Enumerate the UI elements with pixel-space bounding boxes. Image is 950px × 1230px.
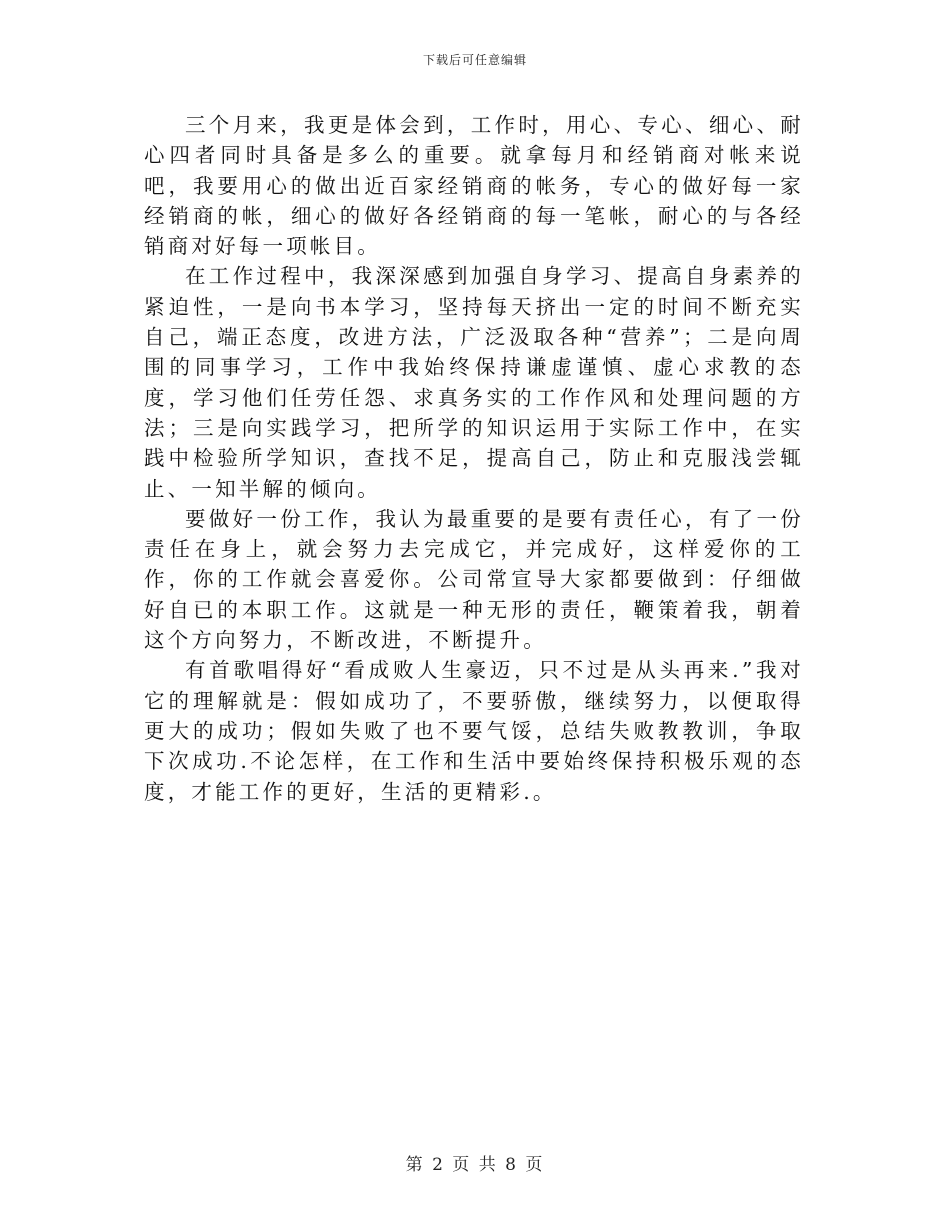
total-page-count: 8: [505, 1155, 518, 1175]
paragraph-1: 三个月来，我更是体会到，工作时，用心、专心、细心、耐心四者同时具备是多么的重要。就拿每月和经销商对帐来说吧，我要用心的做出近百家经销商的帐务，专心的做好每一家经销商的帐，细心的做好各经销商的每一笔帐，耐心的与各经销商对好每一项帐目。: [144, 113, 804, 259]
page-footer: [0, 1154, 950, 1176]
page-header: 下载后可任意编辑: [422, 53, 527, 67]
paragraph-4: 有首歌唱得好“看成败人生豪迈，只不过是从头再来.”我对它的理解就是：假如成功了，不要骄傲，继续努力，以便取得更大的成功；假如失败了也不要气馁，总结失败教教训，争取下次成功.不论怎样，在工作和生活中要始终保持积极乐观的态度，才能工作的更好，生活的更精彩.。: [144, 658, 804, 804]
footer-prefix: 第: [405, 1155, 425, 1175]
current-page-number: 2: [432, 1155, 445, 1175]
paragraph-3: 要做好一份工作，我认为最重要的是要有责任心，有了一份责任在身上，就会努力去完成它，并完成好，这样爱你的工作，你的工作就会喜爱你。公司常宣导大家都要做到：仔细做好自已的本职工作。这就是一种无形的责任，鞭策着我，朝着这个方向努力，不断改进，不断提升。: [144, 506, 804, 653]
footer-suffix: 页: [525, 1155, 545, 1175]
footer-middle: 页 共: [452, 1155, 498, 1175]
paragraph-2: 在工作过程中，我深深感到加强自身学习、提高自身素养的紧迫性，一是向书本学习，坚持每天挤出一定的时间不断充实自己，端正态度，改进方法，广泛汲取各种“营养”；二是向周围的同事学习，工作中我始终保持谦虚谨慎、虚心求教的态度，学习他们任劳任怨、求真务实的工作作风和处理问题的方法；三是向实践学习，把所学的知识运用于实际工作中，在实践中检验所学知识，查找不足，提高自己，防止和克服浅尝辄止、一知半解的倾向。: [144, 264, 804, 501]
document-body: [144, 110, 804, 807]
